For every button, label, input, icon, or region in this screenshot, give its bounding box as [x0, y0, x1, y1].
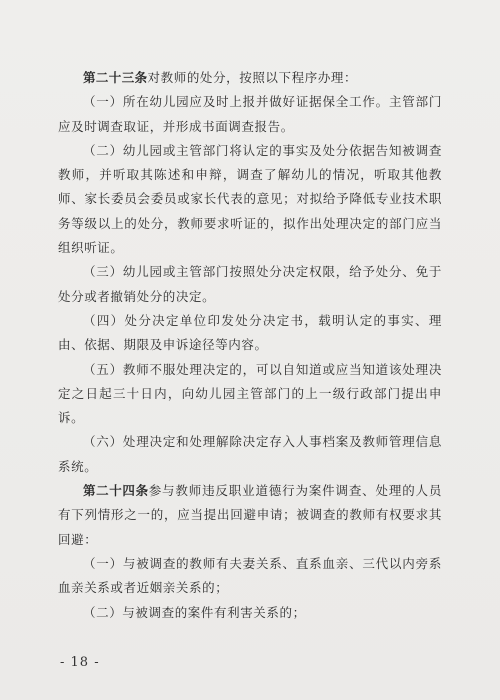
page-number: - 18 - [60, 655, 100, 670]
paragraph-text: 对教师的处分，按照以下程序办理： [147, 70, 358, 85]
paragraph-text: （二）与被调查的案件有利害关系的； [83, 604, 306, 620]
paragraph-item-2 [58, 139, 442, 260]
article-heading: 第二十四条 [83, 483, 149, 499]
paragraph-item-6 [58, 430, 442, 479]
paragraph-text: （一）与被调查的教师有夫妻关系、直系血亲、三代以内旁系血亲关系或者近姻亲关系的； [58, 555, 442, 596]
document-body [58, 66, 442, 625]
paragraph-recusal-item-1 [58, 552, 442, 601]
paragraph-item-4 [58, 309, 442, 358]
paragraph-text: （六）处理决定和处理解除决定存入人事档案及教师管理信息系统。 [58, 434, 442, 474]
paragraph-item-1 [58, 90, 442, 139]
paragraph-text: （五）教师不服处理决定的，可以自知道或应当知道该处理决定之日起三十日内，向幼儿园主管部门的上一级行政部门提出申诉。 [58, 361, 442, 426]
paragraph-text: （四）处分决定单位印发处分决定书，载明认定的事实、理由、依据、期限及申诉途径等内容。 [58, 312, 442, 353]
paragraph-article-23-intro [58, 66, 442, 90]
paragraph-text: 参与教师违反职业道德行为案件调查、处理的人员有下列情形之一的，应当提出回避申请；被调查的教师有权要求其回避： [58, 483, 442, 547]
paragraph-text: （三）幼儿园或主管部门按照处分决定权限，给予处分、免于处分或者撤销处分的决定。 [58, 264, 442, 304]
paragraph-text: （一）所在幼儿园应及时上报并做好证据保全工作。主管部门应及时调查取证，并形成书面调查报告。 [58, 94, 442, 134]
paragraph-text: （二）幼儿园或主管部门将认定的事实及处分依据告知被调查教师，并听取其陈述和申辩，调查了解幼儿的情况，听取其他教师、家长委员会委员或家长代表的意见；对拟给予降低专业技术职务等级以上的处分，教师要求听证的，拟作出处理决定的部门应当组织听证。 [58, 142, 442, 256]
article-heading: 第二十三条 [83, 70, 148, 85]
paragraph-item-5 [58, 358, 442, 431]
paragraph-item-3 [58, 260, 442, 309]
paragraph-article-24-intro [58, 479, 442, 552]
paragraph-recusal-item-2 [58, 601, 442, 625]
